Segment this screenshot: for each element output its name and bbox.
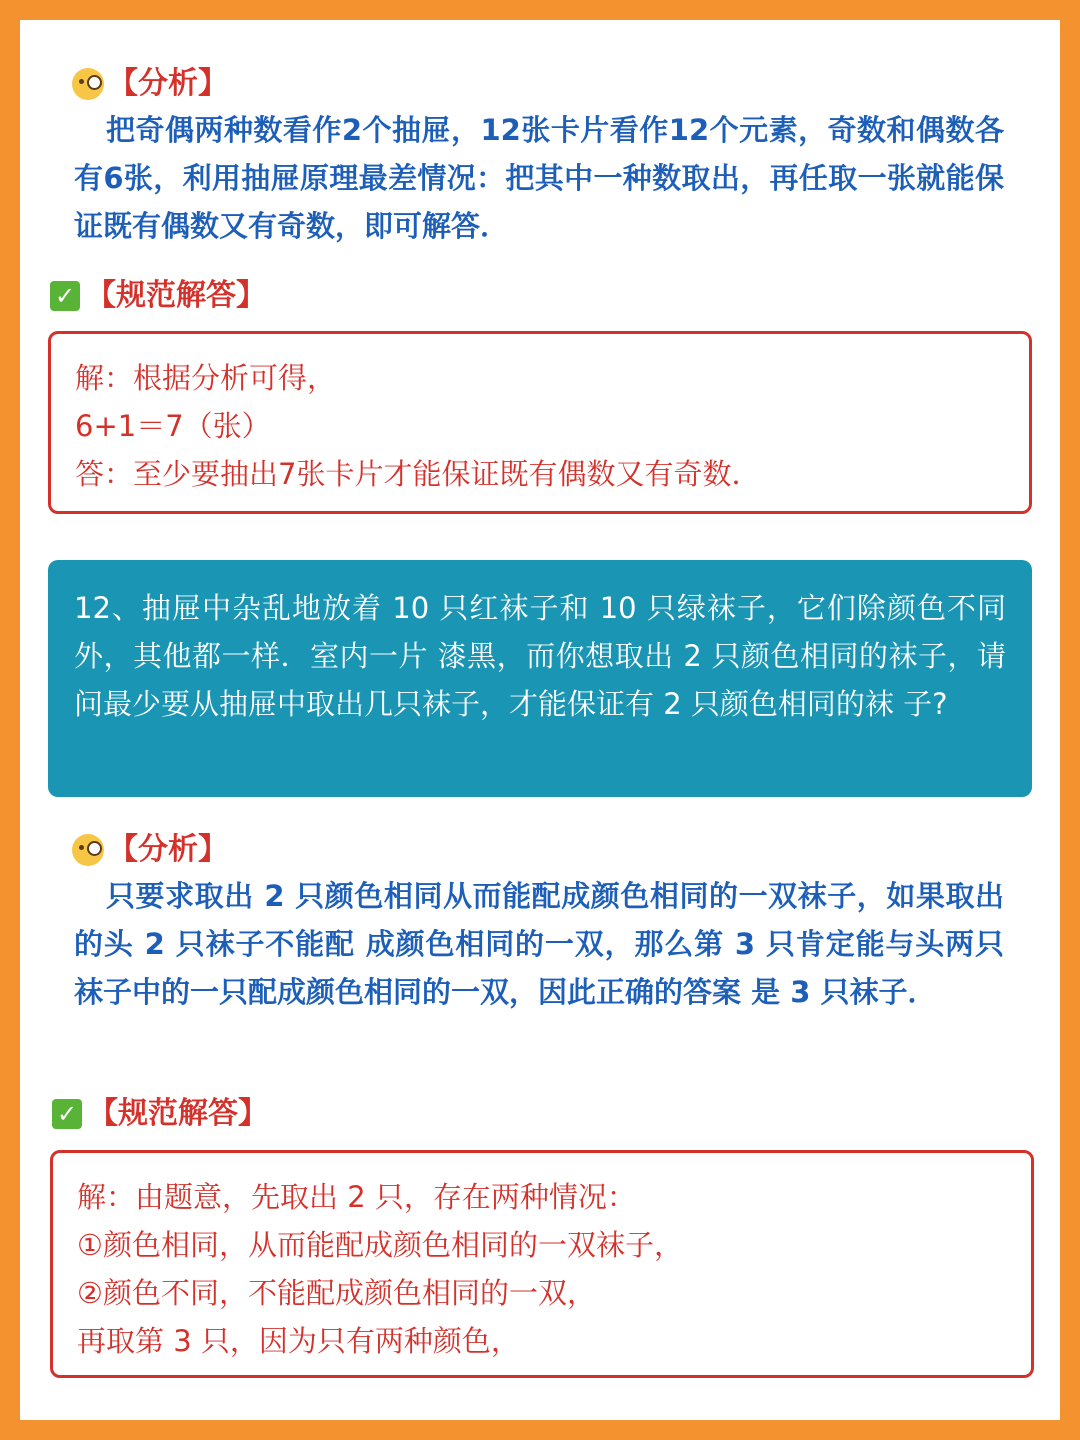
answer-heading-1 — [50, 276, 266, 316]
check-mark-icon: ✓ — [50, 281, 80, 311]
answer-line: 解：由题意，先取出 2 只，存在两种情况： — [77, 1180, 636, 1214]
analysis-text-1: 把奇偶两种数看作2个抽屉，12张卡片看作12个元素，奇数和偶数各有6张，利用抽屉原理最差情况：把其中一种数取出，再任取一张就能保证既有偶数又有奇数，即可解答． — [74, 113, 1004, 243]
analysis-heading-2 — [72, 830, 228, 870]
analysis-heading-label: 【分析】 — [108, 832, 228, 867]
check-mark-icon: ✓ — [52, 1099, 82, 1129]
answer-box-2 — [50, 1150, 1034, 1378]
answer-line: ②颜色不同，不能配成颜色相同的一双， — [77, 1276, 596, 1310]
analysis-heading-1 — [72, 64, 228, 104]
analysis-text-2: 只要求取出 2 只颜色相同从而能配成颜色相同的一双袜子，如果取出的头 2 只袜子不能配 成颜色相同的一双，那么第 3 只肯定能与头两只袜子中的一只配成颜色相同的一双，因此正确的答案 是 3 只袜子． — [74, 879, 1004, 1009]
answer-box-1 — [48, 331, 1032, 514]
answer-line: 解：根据分析可得， — [75, 361, 337, 395]
page — [20, 20, 1060, 1420]
answer-line: 答：至少要抽出7张卡片才能保证既有偶数又有奇数． — [75, 457, 761, 491]
answer-line: 6+1＝7（张） — [75, 409, 271, 443]
answer-heading-label: 【规范解答】 — [88, 1096, 268, 1131]
analysis-heading-label: 【分析】 — [108, 66, 228, 101]
monocle-face-icon — [72, 68, 104, 100]
question-12-box: 12、抽屉中杂乱地放着 10 只红袜子和 10 只绿袜子，它们除颜色不同外，其他都一样．室内一片 漆黑，而你想取出 2 只颜色相同的袜子，请问最少要从抽屉中取出几只袜子，才能保证有 2 只颜色相同的袜 子? — [48, 560, 1032, 797]
monocle-face-icon — [72, 834, 104, 866]
answer-line: 再取第 3 只，因为只有两种颜色， — [77, 1324, 520, 1358]
answer-heading-2 — [52, 1094, 268, 1134]
answer-heading-label: 【规范解答】 — [86, 278, 266, 313]
answer-line: ①颜色相同，从而能配成颜色相同的一双袜子， — [77, 1228, 683, 1262]
